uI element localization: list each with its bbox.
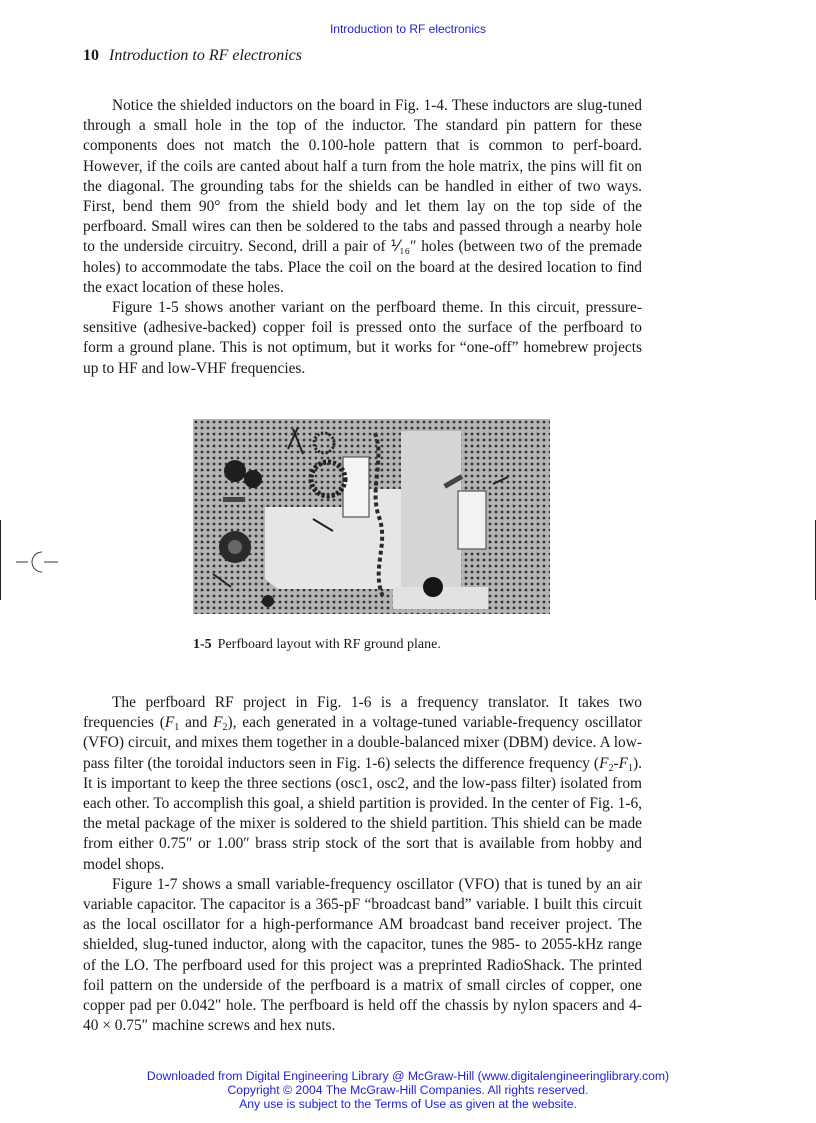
top-link[interactable]: Introduction to RF electronics — [329, 22, 487, 36]
paragraph-frequency-translator: The perfboard RF project in Fig. 1-6 is a frequency translator. It takes two frequencies ($F_1$ and $F_2$), each generated in a voltage-tuned variable-frequency oscillator (VFO) circuit, and mixes them together in a double-balanced mixer (DBM) device. A low-pass filter (the toroidal inductors seen in Fig. 1-6) selects the difference frequency $(F_2-F_1)$. It is important to keep the three sections (osc1, osc2, and the low-pass filter) isolated from each other. To accomplish this goal, a shield partition is provided. In the center of Fig. 1-6, the metal package of the mixer is soldered to the shield partition. This shield can be made from either 0.75″ or 1.00″ brass strip stock of the sort that is available from hobby and model shops. — [83, 694, 642, 873]
paragraph-figure-1-7: Figure 1-7 shows a small variable-frequency oscillator (VFO) that is tuned by an air variable capacitor. The capacitor is a 365-pF “broadcast band” variable. I built this circuit as the local oscillator for a high-performance AM broadcast band receiver project. The shielded, slug-tuned inductor, along with the capacitor, tunes the 985- to 2055-kHz range of the LO. The perfboard used for this project was a preprinted RadioShack. The printed foil pattern on the underside of the perfboard is a matrix of small circles of copper, one copper pad per 0.042″ hole. The perfboard is held off the chassis by nylon spacers and 4-40 × 0.75″ machine screws and hex nuts. — [83, 875, 642, 1035]
capacitor — [244, 470, 262, 488]
text-block-top — [83, 96, 642, 379]
paragraph-shielded-inductors: Notice the shielded inductors on the board in Fig. 1-4. These inductors are slug-tuned through a small hole in the top of the inductor. The standard pin pattern for these components does not match the 0.100-hole pattern that is common to perf-board. However, if the coils are canted about half a turn from the hole matrix, the pins will fit on the diagonal. The grounding tabs for the shields can be handled in either of two ways. First, bend them 90° from the shield body and let them lay on the top side of the perfboard. Small wires can then be soldered to the tabs and passed through a nearby hole to the underside circuitry. Second, drill a pair of ⅟₁₆″ holes (between two of the premade holes) to accommodate the tabs. Place the coil on the board at the desired location to find the exact location of these holes. — [83, 97, 642, 296]
shield-can — [343, 457, 369, 517]
running-title: Introduction to RF electronics — [109, 47, 302, 64]
footer — [0, 1069, 816, 1111]
figure-caption-text: Perfboard layout with RF ground plane. — [217, 637, 441, 652]
footer-copyright: Copyright © 2004 The McGraw-Hill Companies. All rights reserved. — [227, 1083, 589, 1097]
footer-download-link[interactable]: Downloaded from Digital Engineering Library @ McGraw-Hill (www.digitalengineeringlibrary.com) — [146, 1069, 670, 1083]
paragraph-figure-1-5: Figure 1-5 shows another variant on the perfboard theme. In this circuit, pressure-sensitive (adhesive-backed) copper foil is pressed onto the surface of the perfboard to form a ground plane. This is not optimum, but it works for “one-off” homebrew projects up to HF and low-VHF frequencies. — [83, 299, 642, 377]
capacitor — [423, 577, 443, 597]
capacitor — [224, 460, 246, 482]
figure-1-5-photo — [193, 419, 550, 614]
shield-can — [458, 491, 486, 549]
figure-caption — [193, 637, 441, 653]
left-margin-rule — [0, 520, 1, 600]
resistor — [223, 497, 245, 502]
page-number: 10 — [83, 47, 99, 64]
coil-form-slug — [228, 540, 242, 554]
footer-terms[interactable]: Any use is subject to the Terms of Use as given at the website. — [239, 1097, 577, 1111]
text-block-bottom — [83, 693, 642, 1036]
figure-number: 1-5 — [193, 637, 212, 652]
crop-mark-icon — [14, 548, 60, 576]
running-head — [83, 47, 302, 65]
capacitor — [262, 595, 274, 607]
